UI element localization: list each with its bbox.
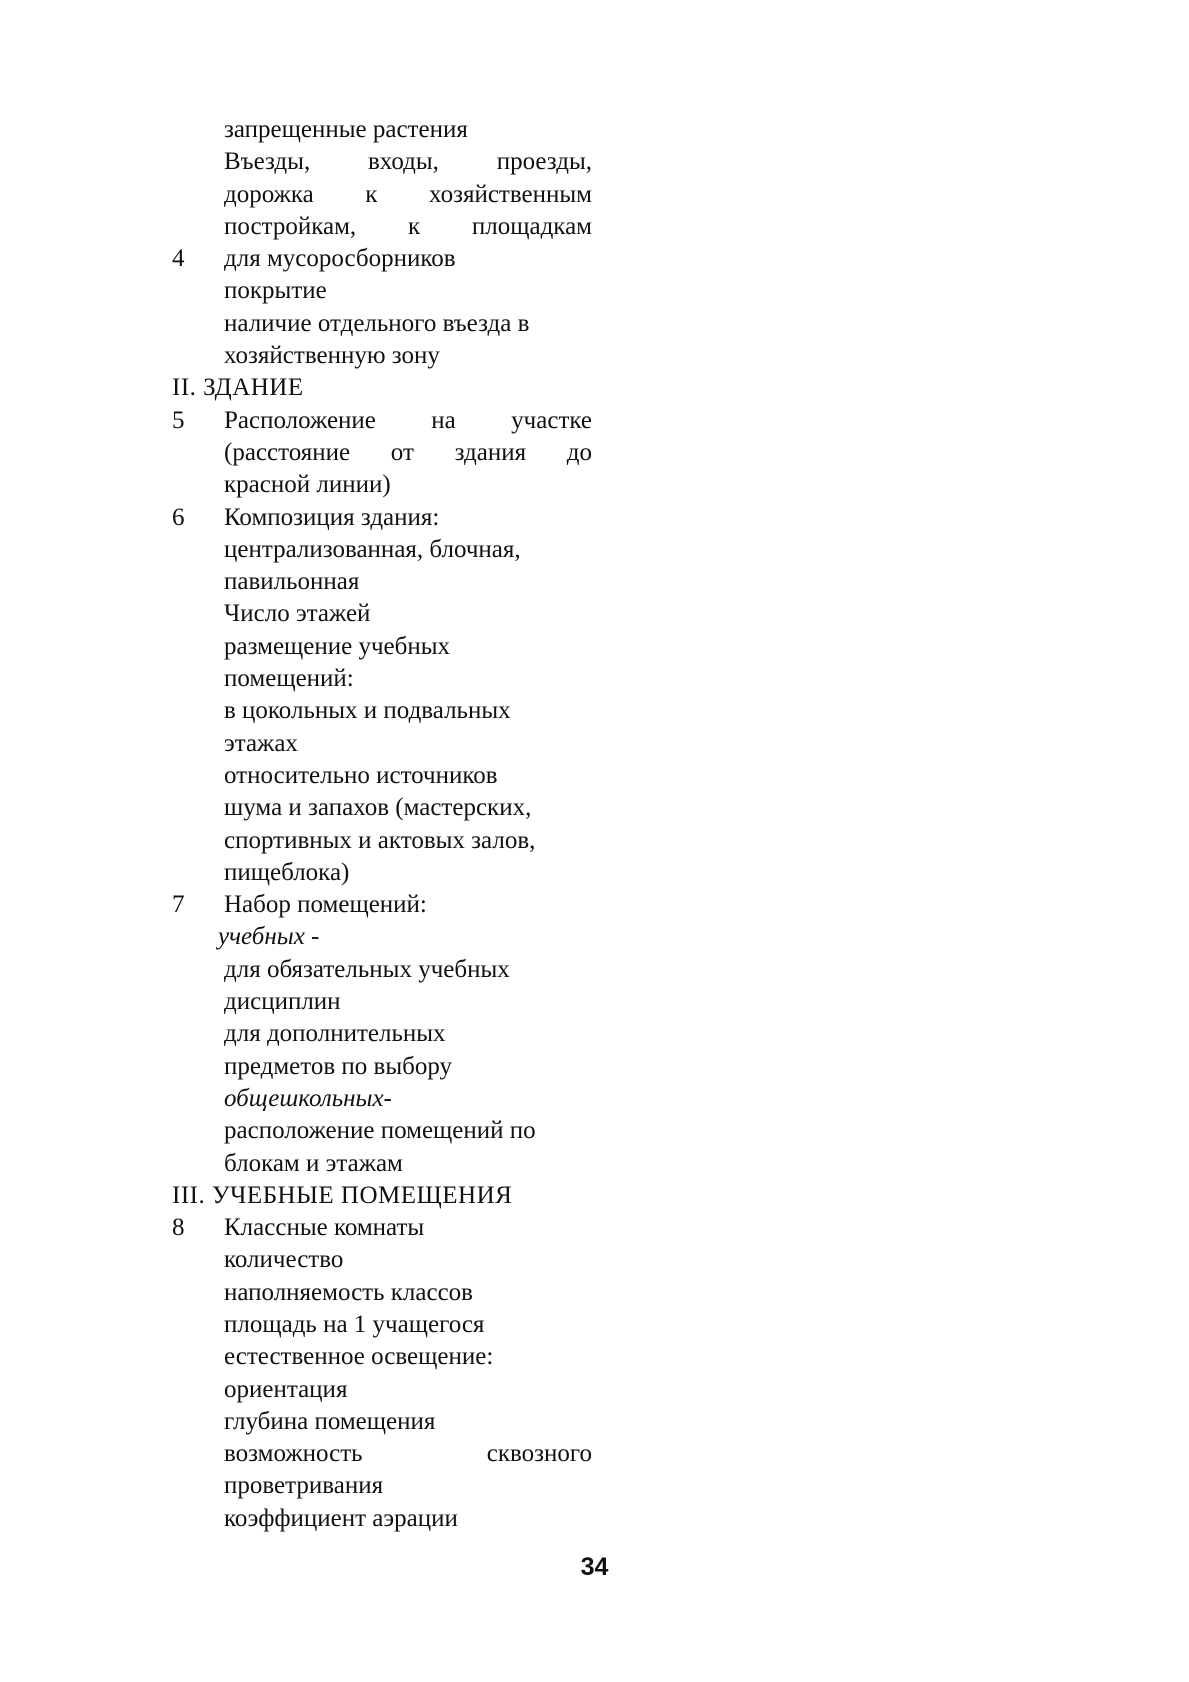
line-text: размещение учебных [224,632,451,660]
text-line [172,1374,592,1406]
item-group-4 [172,1115,592,1180]
section-title: III. УЧЕБНЫЕ ПОМЕЩЕНИЯ [172,1181,513,1209]
text-line [172,1018,592,1050]
text-line [172,502,592,534]
line-text: для дополнительных [224,1020,446,1048]
line-text: блокам и этажам [224,1149,403,1177]
text-line [172,663,592,695]
line-text: относительно источников [224,761,498,789]
line-text: коэффициент аэрации [224,1504,458,1532]
text-line [172,146,592,178]
text-line [172,695,592,727]
item-number: 6 [172,503,185,531]
line-text: предметов по выбору [224,1052,453,1080]
line-text: постройкам, к площадкам [224,212,592,240]
text-line [172,986,592,1018]
text-line [172,760,592,792]
text-line [172,954,592,986]
text-line [172,1244,592,1276]
text-line [172,825,592,857]
line-text: площадь на 1 учащегося [224,1310,485,1338]
line-text: для мусоросборников [224,245,456,273]
item-group-5 [172,1212,592,1535]
text-line [172,469,592,501]
text-line [172,1470,592,1502]
line-text: естественное освещение: [224,1343,494,1371]
section-heading-building [172,372,592,404]
text-line [172,1212,592,1244]
line-text: Въезды, входы, проезды, [224,148,592,176]
text-line [172,275,592,307]
text-column [172,114,592,1535]
text-line [172,857,592,889]
item-number: 4 [172,245,185,273]
item-number: 7 [172,891,185,919]
text-line [172,598,592,630]
line-text: для обязательных учебных [224,955,510,983]
line-text: Расположение на участке [224,406,592,434]
text-line [172,211,592,243]
text-line [172,534,592,566]
line-text: Число этажей [224,600,371,628]
line-text: покрытие [224,277,327,305]
line-text: (расстояние от здания до [224,438,592,466]
line-text: глубина помещения [224,1407,436,1435]
line-text: проветривания [224,1472,384,1500]
text-line [172,114,592,146]
line-text: ориентация [224,1375,348,1403]
text-line [172,1115,592,1147]
section-heading-classrooms [172,1180,592,1212]
text-line [172,631,592,663]
line-text: шума и запахов (мастерских, [224,794,532,822]
text-line [172,1341,592,1373]
line-text: пищеблока) [224,858,350,886]
line-text: Композиция здания: [224,503,440,531]
item-group-1 [172,114,592,372]
line-text: хозяйственную зону [224,342,440,370]
italic-term: учебных [218,923,305,951]
line-text: расположение помещений по [224,1117,536,1145]
line-text: Набор помещений: [224,891,427,919]
line-text: возможность сквозного [224,1440,592,1468]
text-line [172,340,592,372]
line-text: павильонная [224,568,360,596]
text-line [172,566,592,598]
line-text: количество [224,1246,344,1274]
text-line [172,792,592,824]
line-text: запрещенные растения [224,116,468,143]
italic-suffix: - [383,1084,392,1112]
italic-term: общешкольных [224,1084,384,1112]
text-line [172,437,592,469]
text-line [172,243,592,275]
text-line [172,405,592,437]
text-line [172,1503,592,1535]
text-line [172,179,592,211]
italic-suffix: - [304,923,320,951]
italic-line-learning [172,921,592,953]
line-text: централизованная, блочная, [224,535,521,563]
line-text: красной линии) [224,471,391,499]
text-line [172,1309,592,1341]
line-text: наполняемость классов [224,1278,473,1306]
line-text: дисциплин [224,988,341,1016]
text-line [172,1148,592,1180]
item-group-3 [172,954,592,1083]
line-text: в цокольных и подвальных [224,697,511,725]
text-line [172,889,592,921]
line-text: наличие отдельного въезда в [224,309,530,337]
line-text: дорожка к хозяйственным [224,180,592,208]
text-line [172,1051,592,1083]
line-text: Классные комнаты [224,1214,425,1242]
item-number: 8 [172,1214,185,1242]
item-number: 5 [172,406,185,434]
italic-line-general [172,1083,592,1115]
text-line [172,1438,592,1470]
text-line [172,728,592,760]
text-line [172,1277,592,1309]
item-group-2 [172,405,592,922]
line-text: спортивных и актовых залов, [224,826,536,854]
page-number: 34 [580,1553,609,1581]
line-text: помещений: [224,665,354,693]
section-title: II. ЗДАНИЕ [172,374,304,402]
text-line [172,1406,592,1438]
line-text: этажах [224,729,298,757]
text-line [172,308,592,340]
